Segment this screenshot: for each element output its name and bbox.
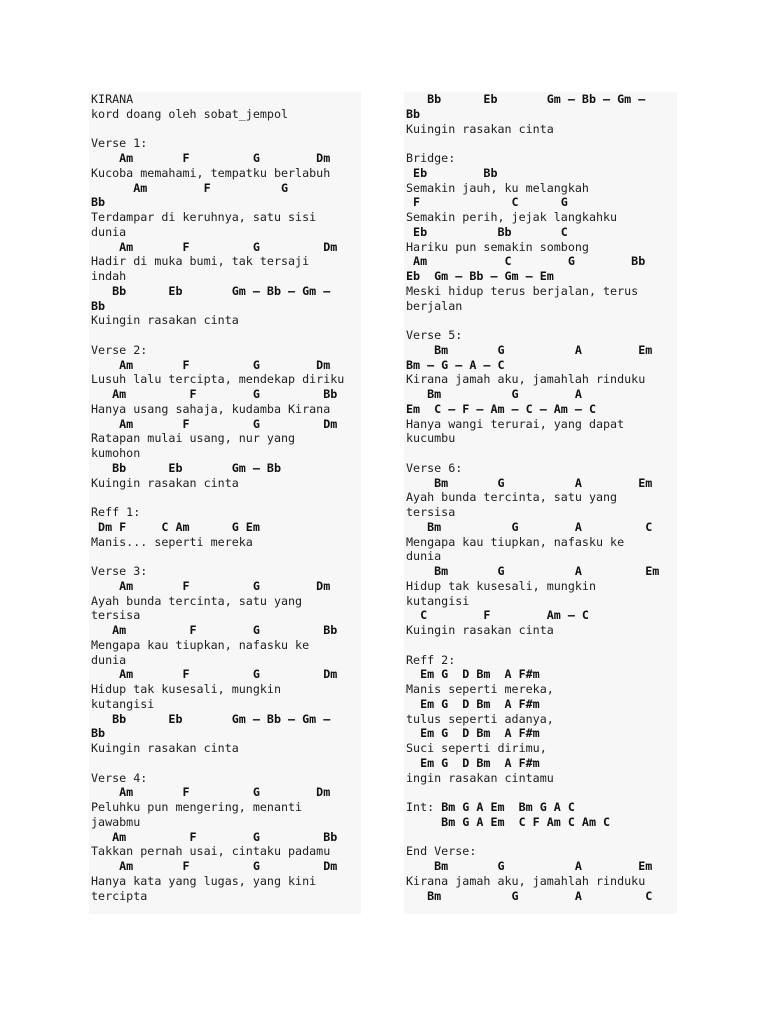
chord-line: Am F G Dm <box>91 859 338 873</box>
lyric-line: kutangisi <box>91 696 155 711</box>
chord-line: Bm G A Em <box>406 475 653 490</box>
blank-line <box>406 313 677 328</box>
left-column <box>89 92 361 914</box>
right-column <box>404 92 677 914</box>
lyric-line: Kuingin rasakan cinta <box>91 313 239 328</box>
chord-line: Eb Gm – Bb – Gm – Em <box>406 269 554 283</box>
chord-line: Bm G A <box>406 387 582 401</box>
lyric-line: tersisa <box>406 505 456 519</box>
lyric-line: dunia <box>91 652 127 667</box>
lyric-line: Ratapan mulai usang, nur yang <box>91 431 296 446</box>
lyric-line: Manis seperti mereka, <box>406 682 554 696</box>
lyric-line: Kuingin rasakan cinta <box>91 741 239 755</box>
blank-line <box>91 490 361 505</box>
lyric-line: Hadir di muka bumi, tak tersaji <box>91 254 310 269</box>
lyric-line: Meski hidup terus berjalan, terus <box>406 283 639 298</box>
chord-line: Am C G Bb <box>406 254 646 269</box>
lyric-line: Verse 6: <box>406 460 463 475</box>
lyric-line: Mengapa kau tiupkan, nafasku ke <box>91 637 310 652</box>
chord-line: Bb Eb Gm – Bb – Gm – <box>406 92 646 106</box>
lyric-line: Verse 3: <box>91 564 148 578</box>
lyric-line: kucumbu <box>406 431 456 446</box>
chord-line: Bm G A Em Bm G A C <box>441 800 575 814</box>
lyric-line: Ayah bunda tercinta, satu yang <box>406 490 618 505</box>
chord-line: Am F G <box>91 180 289 195</box>
blank-line <box>406 136 677 151</box>
lyric-line: Hariku pun semakin sombong <box>406 239 589 254</box>
lyric-line: Ayah bunda tercinta, satu yang <box>91 593 303 608</box>
lyric-line: dunia <box>91 224 127 239</box>
chord-line: Em G D Bm A F#m <box>406 726 540 741</box>
lyric-line: Terdampar di keruhnya, satu sisi <box>91 210 317 224</box>
blank-line <box>406 830 677 845</box>
lyric-line: Mengapa kau tiupkan, nafasku ke <box>406 534 625 549</box>
lyric-line: KIRANA <box>91 92 134 106</box>
chord-line: Am F G Dm <box>91 667 338 682</box>
lyric-line: indah <box>91 269 127 283</box>
intro-line <box>406 800 677 815</box>
blank-line <box>406 638 677 653</box>
lyric-line: Verse 2: <box>91 342 148 357</box>
lyric-line: ingin rasakan cintamu <box>406 770 554 785</box>
chord-line: Bb <box>91 298 106 313</box>
chord-line: C F Am – C <box>406 608 589 623</box>
chord-line: Bb <box>406 106 421 121</box>
blank-line <box>91 549 361 564</box>
chord-line: Bm G A Em <box>406 342 653 357</box>
blank-line <box>91 756 361 771</box>
chord-line: Bm – G – A – C <box>406 357 505 372</box>
blank-line <box>91 328 361 343</box>
chord-line: Eb Bb <box>406 165 498 180</box>
lyric-line: tercipta <box>91 888 148 903</box>
lyric-line: tersisa <box>91 608 141 623</box>
lyric-line: Verse 1: <box>91 136 148 151</box>
chord-line: Am F G Bb <box>91 829 338 844</box>
lyric-line: Hidup tak kusesali, mungkin <box>406 578 596 593</box>
chord-line: Bm G A Em <box>406 859 653 873</box>
lyric-line: kutangisi <box>406 593 470 608</box>
chord-line: Bm G A C <box>406 888 653 903</box>
chord-line: Bb Eb Gm – Bb <box>91 460 281 475</box>
lyric-line: Hanya kata yang lugas, yang kini <box>91 873 317 888</box>
lyric-line: Hidup tak kusesali, mungkin <box>91 682 281 696</box>
chord-line: Em G D Bm A F#m <box>406 696 540 711</box>
lyric-line: dunia <box>406 549 442 564</box>
chord-line: Bm G A Em <box>406 564 660 578</box>
left-column-lines <box>91 92 361 903</box>
lyric-line: Peluhku pun mengering, menanti <box>91 800 303 814</box>
lyric-line: jawabmu <box>91 814 141 829</box>
chord-line: Em C – F – Am – C – Am – C <box>406 401 596 416</box>
section-label: Int: <box>406 800 442 814</box>
lyric-line: Verse 5: <box>406 328 463 342</box>
lyric-line: Kirana jamah aku, jamahlah rinduku <box>406 873 646 888</box>
chord-line: Am F G Dm <box>91 151 331 165</box>
blank-line <box>406 785 677 800</box>
lyric-line: Kucoba memahami, tempatku berlabuh <box>91 165 331 180</box>
lyric-line: Lusuh lalu tercipta, mendekap diriku <box>91 372 345 387</box>
right-column-lines <box>406 92 677 903</box>
chord-line: Bb Eb Gm – Bb – Gm – <box>91 711 331 726</box>
lyric-line: Reff 1: <box>91 505 141 519</box>
chord-line: Em G D Bm A F#m <box>406 755 540 770</box>
blank-line <box>91 122 361 137</box>
chord-line: Am F G Dm <box>91 785 331 800</box>
chord-line: Am F G Bb <box>91 387 338 401</box>
lyric-line: Semakin perih, jejak langkahku <box>406 210 618 224</box>
chord-line: Bb Eb Gm – Bb – Gm – <box>91 283 331 298</box>
chord-line: F C G <box>406 195 568 210</box>
lyric-line: Bridge: <box>406 151 456 165</box>
lyric-line: End Verse: <box>406 844 477 859</box>
chord-line: Bb <box>91 195 106 210</box>
lyric-line: Suci seperti dirimu, <box>406 741 547 755</box>
chord-line: Am F G Dm <box>91 357 331 372</box>
lyric-line: kumohon <box>91 446 141 460</box>
lyric-line: tulus seperti adanya, <box>406 711 554 726</box>
lyric-line: Kuingin rasakan cinta <box>406 623 554 637</box>
lyric-line: Manis... seperti mereka <box>91 534 253 549</box>
lyric-line: kord doang oleh sobat_jempol <box>91 106 289 121</box>
lyric-line: Hanya wangi terurai, yang dapat <box>406 416 625 431</box>
chord-line: Am F G Dm <box>91 239 338 254</box>
lyric-line: Kirana jamah aku, jamahlah rinduku <box>406 372 646 387</box>
blank-line <box>406 446 677 461</box>
lyric-line: Verse 4: <box>91 770 148 785</box>
lyric-line: Hanya usang sahaja, kudamba Kirana <box>91 401 331 416</box>
chord-line: Bm G A Em C F Am C Am C <box>406 814 611 829</box>
chord-line: Em G D Bm A F#m <box>406 667 540 682</box>
chord-line: Eb Bb C <box>406 224 568 239</box>
chord-line: Dm F C Am G Em <box>91 519 260 534</box>
lyric-line: Kuingin rasakan cinta <box>406 121 554 136</box>
chord-line: Bm G A C <box>406 519 653 534</box>
lyric-line: Kuingin rasakan cinta <box>91 475 239 490</box>
lyric-line: Reff 2: <box>406 652 456 667</box>
lyric-line: Semakin jauh, ku melangkah <box>406 180 589 195</box>
chord-line: Bb <box>91 726 106 741</box>
chord-line: Am F G Bb <box>91 623 338 637</box>
lyric-line: berjalan <box>406 298 463 313</box>
chord-line: Am F G Dm <box>91 416 338 431</box>
chord-line: Am F G Dm <box>91 578 331 593</box>
lyric-line: Takkan pernah usai, cintaku padamu <box>91 844 331 859</box>
